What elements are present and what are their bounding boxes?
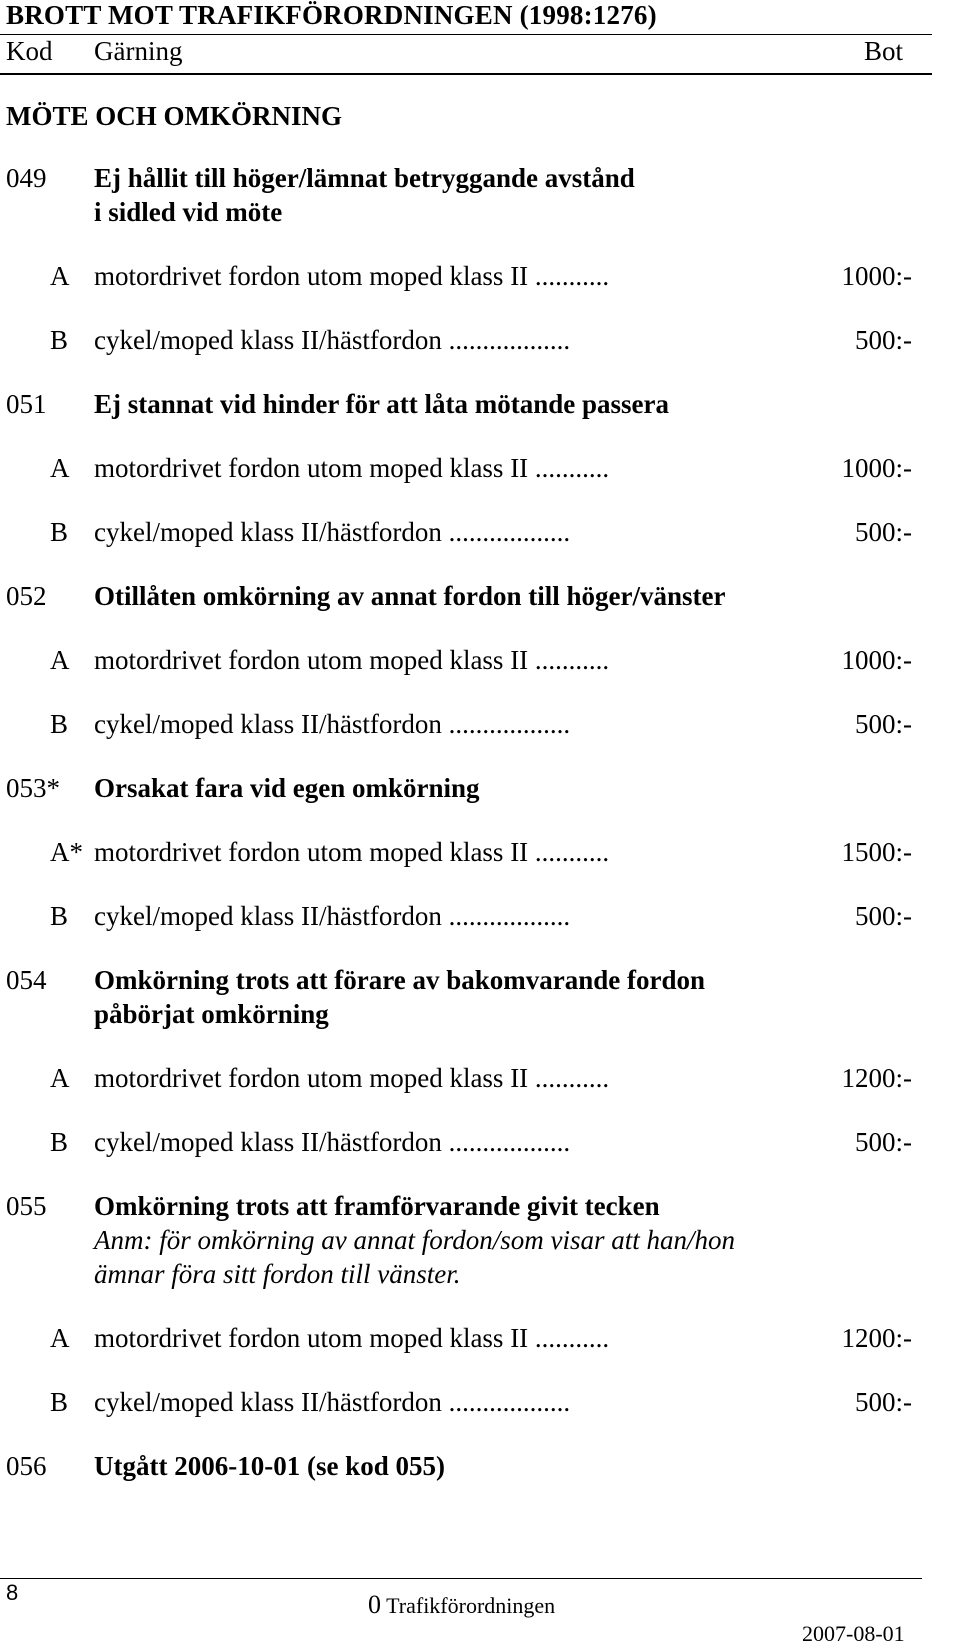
offense-code: 052 [6, 581, 47, 611]
variant-description: cykel/moped klass II/hästfordon .................. [94, 325, 571, 355]
variant-description: cykel/moped klass II/hästfordon .................. [94, 901, 571, 931]
variant-description: cykel/moped klass II/hästfordon .................. [94, 709, 571, 739]
footer-doc-label: Trafikförordningen [386, 1593, 556, 1618]
variant-letter: A [50, 645, 70, 675]
offense-note: ämnar föra sitt fordon till vänster. [94, 1259, 461, 1289]
column-header-code: Kod [6, 36, 53, 66]
variant-description: motordrivet fordon utom moped klass II ........... [94, 261, 610, 291]
variant-letter: B [50, 901, 69, 931]
footer-date: 2007-08-01 [802, 1621, 905, 1646]
variant-letter: B [50, 1387, 69, 1417]
offense-description: Ej hållit till höger/lämnat betryggande avstånd [94, 163, 635, 193]
variant-letter: A* [50, 837, 83, 867]
offense-code: 053* [6, 773, 60, 803]
offense-code: 054 [6, 965, 47, 995]
footer-rule [0, 1578, 922, 1579]
offense-description: Ej stannat vid hinder för att låta mötande passera [94, 389, 670, 419]
offense-description: Orsakat fara vid egen omkörning [94, 773, 480, 803]
variant-description: cykel/moped klass II/hästfordon .................. [94, 1387, 571, 1417]
variant-letter: B [50, 517, 69, 547]
variant-description: motordrivet fordon utom moped klass II ........... [94, 645, 610, 675]
offense-description: Omkörning trots att framförvarande givit tecken [94, 1191, 660, 1221]
variant-fine: 500:- [855, 901, 912, 931]
variant-fine: 1000:- [841, 645, 912, 675]
offense-description: Omkörning trots att förare av bakomvarande fordon [94, 965, 705, 995]
variant-letter: B [50, 709, 69, 739]
variant-fine: 500:- [855, 1127, 912, 1157]
variant-fine: 1200:- [841, 1323, 912, 1353]
variant-letter: B [50, 325, 69, 355]
offense-code: 049 [6, 163, 47, 193]
variant-description: cykel/moped klass II/hästfordon .................. [94, 517, 571, 547]
variant-fine: 500:- [855, 1387, 912, 1417]
offense-code: 051 [6, 389, 47, 419]
variant-letter: A [50, 261, 70, 291]
footer-doc-prefix: 0 [368, 1590, 381, 1619]
variant-fine: 1000:- [841, 453, 912, 483]
offense-code: 055 [6, 1191, 47, 1221]
page-number: 8 [6, 1580, 19, 1605]
variant-description: motordrivet fordon utom moped klass II ........... [94, 453, 610, 483]
offense-description: i sidled vid möte [94, 197, 283, 227]
column-header-offense: Gärning [94, 36, 183, 66]
variant-fine: 500:- [855, 325, 912, 355]
variant-fine: 500:- [855, 709, 912, 739]
offense-description: påbörjat omkörning [94, 999, 329, 1029]
offense-code: 056 [6, 1451, 47, 1481]
variant-letter: A [50, 453, 70, 483]
header-bottom-rule [0, 73, 932, 75]
footer-document-name [368, 1590, 555, 1620]
variant-fine: 1000:- [841, 261, 912, 291]
column-header-fine: Bot [864, 36, 904, 66]
variant-fine: 500:- [855, 517, 912, 547]
header-top-rule [0, 34, 932, 35]
offense-description: Otillåten omkörning av annat fordon till höger/vänster [94, 581, 726, 611]
variant-description: motordrivet fordon utom moped klass II ........... [94, 1323, 610, 1353]
variant-fine: 1200:- [841, 1063, 912, 1093]
document-title: BROTT MOT TRAFIKFÖRORDNINGEN (1998:1276) [6, 0, 657, 30]
variant-description: motordrivet fordon utom moped klass II ........... [94, 1063, 610, 1093]
section-title: MÖTE OCH OMKÖRNING [6, 101, 342, 131]
variant-description: cykel/moped klass II/hästfordon .................. [94, 1127, 571, 1157]
variant-fine: 1500:- [841, 837, 912, 867]
variant-letter: B [50, 1127, 69, 1157]
variant-description: motordrivet fordon utom moped klass II ........... [94, 837, 610, 867]
offense-note: Anm: för omkörning av annat fordon/som visar att han/hon [94, 1225, 735, 1255]
variant-letter: A [50, 1323, 70, 1353]
variant-letter: A [50, 1063, 70, 1093]
offense-description: Utgått 2006-10-01 (se kod 055) [94, 1451, 445, 1481]
